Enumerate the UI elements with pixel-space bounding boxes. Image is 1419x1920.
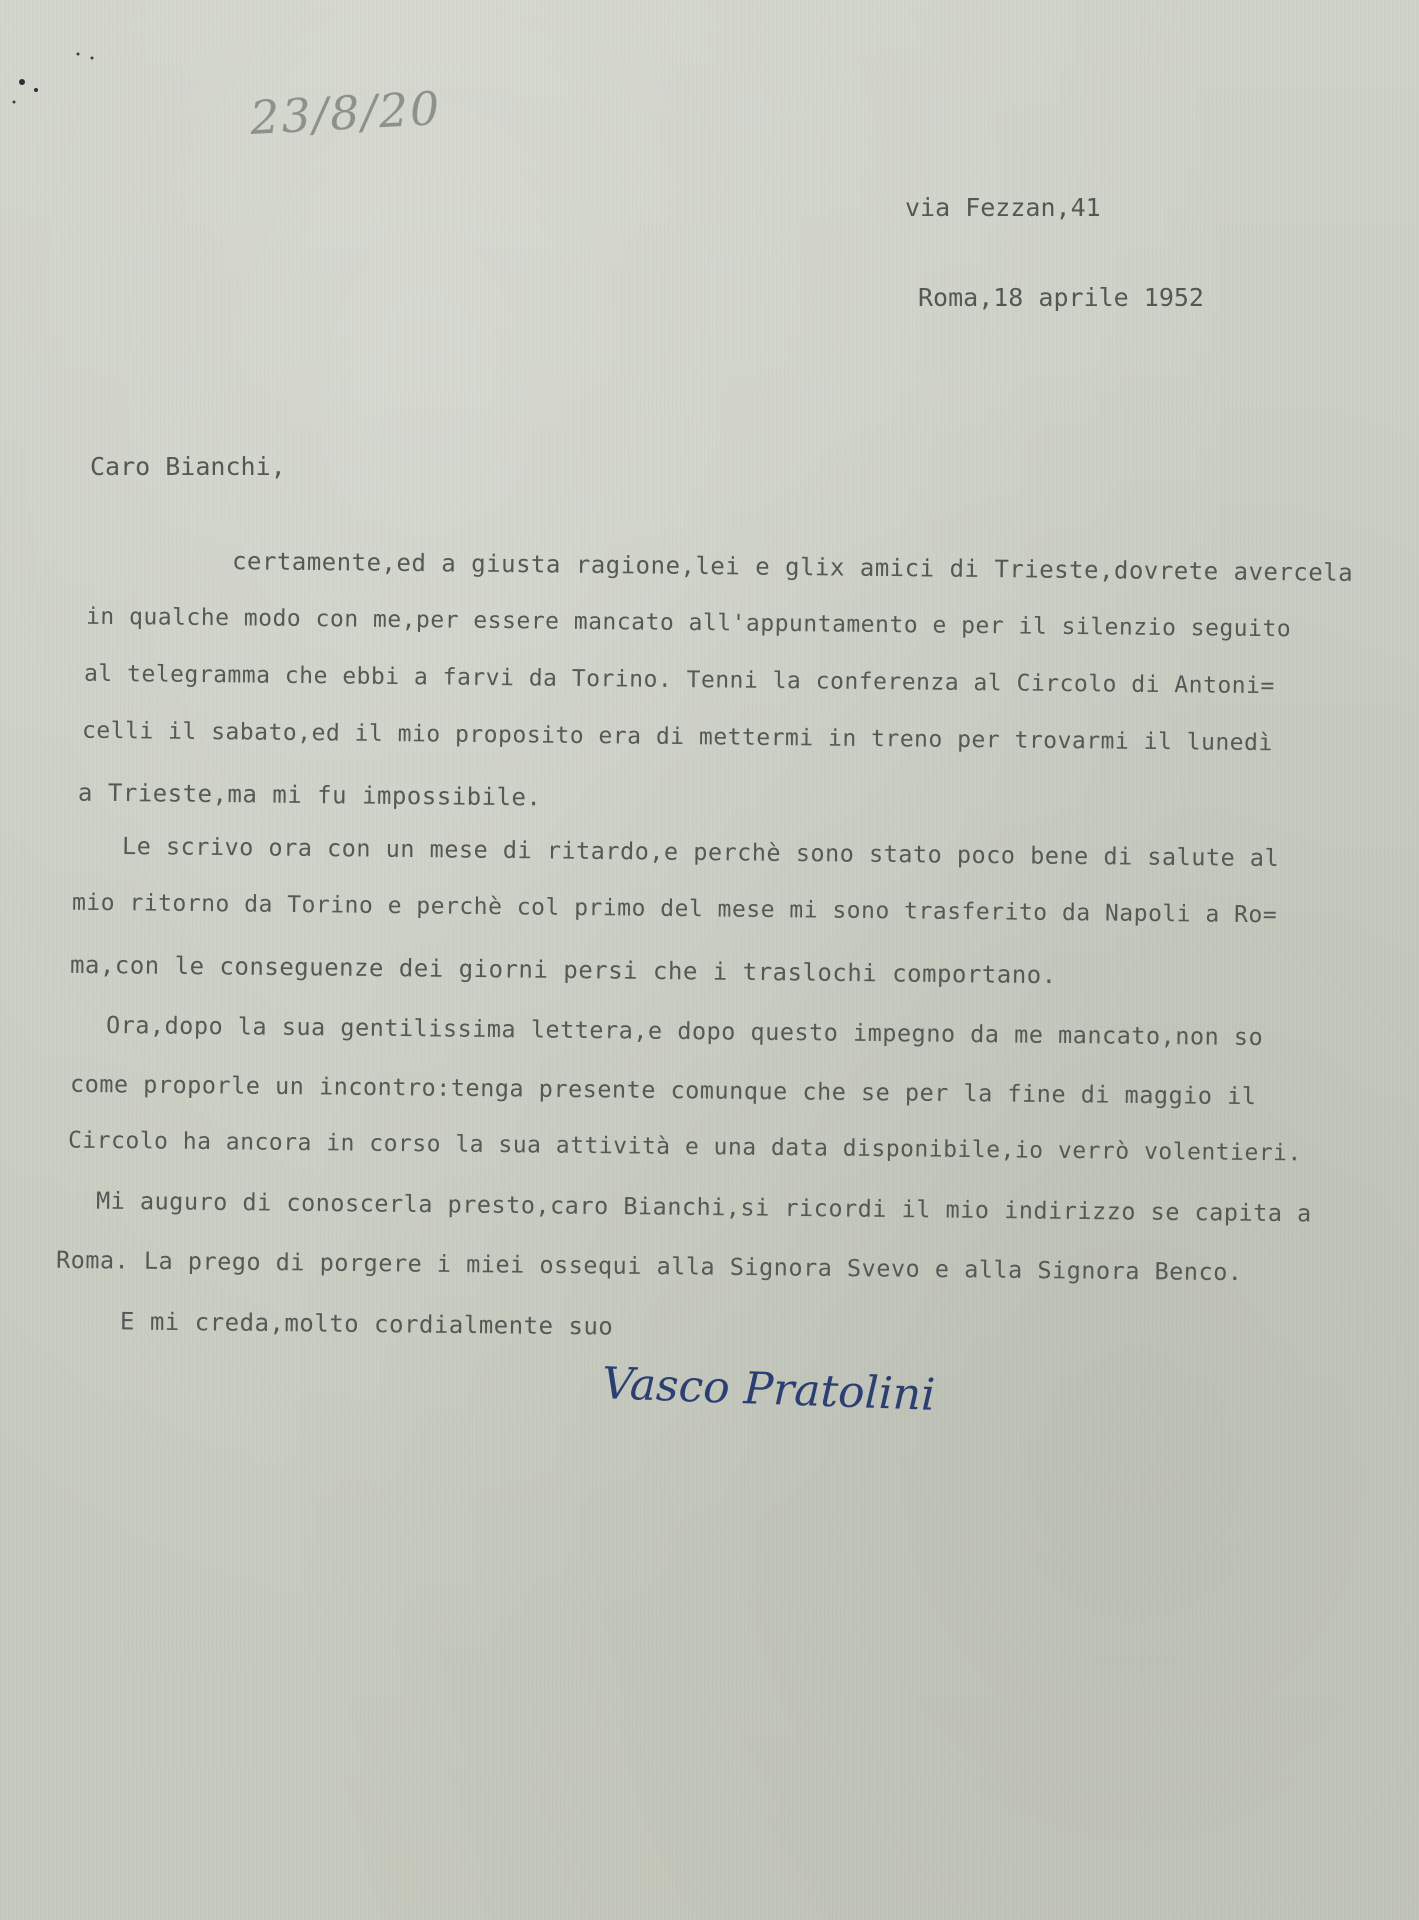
body-line: Ora,dopo la sua gentilissima lettera,e dopo questo impegno da me mancato,non so [105, 1010, 1264, 1052]
body-line: certamente,ed a giusta ragione,lei e glix amici di Trieste,dovrete avercela [231, 547, 1354, 587]
archive-pencil-note: 23/8/20 [248, 81, 443, 145]
dateline: Roma,18 aprile 1952 [918, 283, 1204, 312]
body-line: in qualche modo con me,per essere mancato all'appuntamento e per il silenzio seguito [85, 603, 1292, 643]
paper-specks [0, 0, 120, 120]
body-line: al telegramma che ebbi a farvi da Torino. Tenni la conferenza al Circolo di Antoni= [83, 660, 1275, 700]
body-line: Roma. La prego di porgere i miei ossequi alla Signora Svevo e alla Signora Benco. [55, 1245, 1243, 1287]
salutation: Caro Bianchi, [90, 452, 286, 481]
body-line: Le scrivo ora con un mese di ritardo,e perchè sono stato poco bene di salute al [121, 831, 1280, 873]
body-line: come proporle un incontro:tenga presente comunque che se per la fine di maggio il [69, 1069, 1257, 1111]
body-line: mio ritorno da Torino e perchè col primo del mese mi sono trasferito da Napoli a Ro= [71, 889, 1278, 929]
sender-address: via Fezzan,41 [905, 193, 1101, 222]
handwritten-signature: Vasco Pratolini [601, 1358, 937, 1421]
body-line: Circolo ha ancora in corso la sua attività e una data disponibile,io verrò volentieri. [67, 1127, 1302, 1167]
body-line: E mi creda,molto cordialmente suo [119, 1307, 614, 1341]
body-line: a Trieste,ma mi fu impossibile. [77, 778, 542, 812]
body-line: ma,con le conseguenze dei giorni persi che i traslochi comportano. [69, 950, 1057, 990]
body-line: celli il sabato,ed il mio proposito era di mettermi in treno per trovarmi il lunedì [81, 717, 1273, 757]
body-line: Mi auguro di conoscerla presto,caro Bianchi,si ricordi il mio indirizzo se capita a [95, 1186, 1312, 1228]
